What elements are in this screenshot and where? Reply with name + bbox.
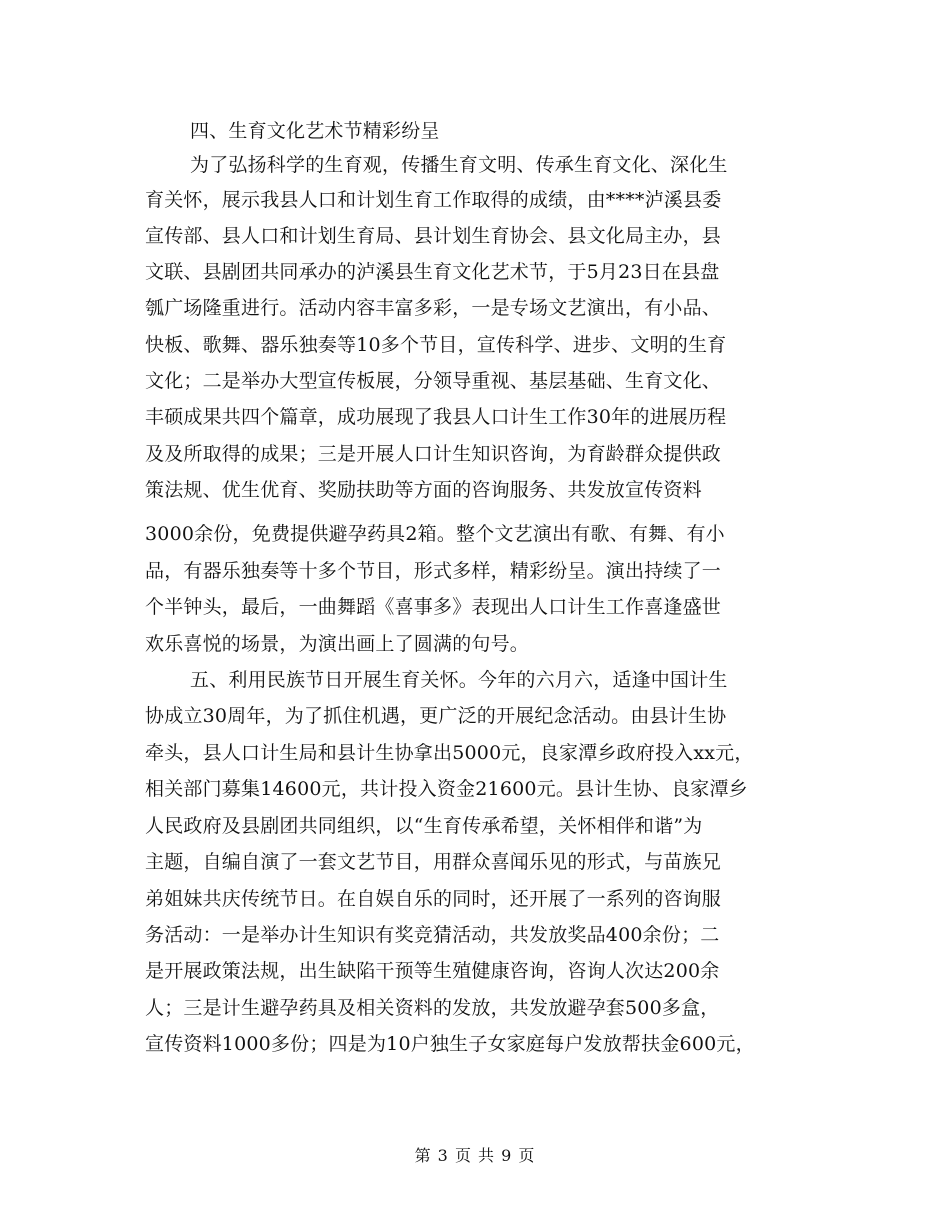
text-line: 弟姐妹共庆传统节日。在自娱自乐的同时，还开展了一系列的咨询服 [145,888,722,910]
text-line: 个半钟头，最后，一曲舞蹈《喜事多》表现出人口计生工作喜逢盛世 [145,596,722,618]
text-line: 及及所取得的成果；三是开展人口计生知识咨询，为育龄群众提供政 [145,443,722,465]
section-heading: 四、生育文化艺术节精彩纷呈 [190,120,440,142]
text-line: 瓠广场隆重进行。活动内容丰富多彩，一是专场文艺演出，有小品、 [145,297,722,319]
text-line: 人民政府及县剧团共同组织，以“生育传承希望，关怀相伴和谐”为 [145,815,703,837]
text-line: 务活动：一是举办计生知识有奖竞猜活动，共发放奖品400余份；二 [145,924,720,946]
text-line: 3000余份，免费提供避孕药具2箱。整个文艺演出有歌、有舞、有小 [145,523,725,545]
page-number: 第 3 页 共 9 页 [414,1146,536,1165]
text-line: 品，有器乐独奏等十多个节目，形式多样，精彩纷呈。演出持续了一 [145,560,722,582]
text-line: 策法规、优生优育、奖励扶助等方面的咨询服务、共发放宣传资料 [145,479,702,501]
text-line: 协成立30周年，为了抓住机遇，更广泛的开展纪念活动。由县计生协 [145,705,727,727]
text-line: 相关部门募集14600元，共计投入资金21600元。县计生协、良家潭乡 [145,778,748,800]
section-heading: 五、利用民族节日开展生育关怀。今年的六月六，适逢中国计生 [190,669,728,691]
text-line: 欢乐喜悦的场景，为演出画上了圆满的句号。 [145,633,530,655]
text-line: 为了弘扬科学的生育观，传播生育文明、传承生育文化、深化生 [190,154,728,176]
text-line: 是开展政策法规，出生缺陷干预等生殖健康咨询，咨询人次达200余 [145,960,720,982]
text-line: 文化；二是举办大型宣传板展，分领导重视、基层基础、生育文化、 [145,370,722,392]
text-line: 快板、歌舞、器乐独奏等10多个节目，宣传科学、进步、文明的生育 [145,334,727,356]
text-line: 主题，自编自演了一套文艺节目，用群众喜闻乐见的形式，与苗族兄 [145,851,722,873]
text-line: 宣传部、县人口和计划生育局、县计划生育协会、县文化局主办，县 [145,225,722,247]
text-line: 丰硕成果共四个篇章，成功展现了我县人口计生工作30年的进展历程 [145,406,727,428]
text-line: 育关怀，展示我县人口和计划生育工作取得的成绩，由****泸溪县委 [145,189,722,211]
text-line: 宣传资料1000多份；四是为10户独生子女家庭每户发放帮扶金600元， [145,1033,755,1055]
text-line: 牵头，县人口计生局和县计生协拿出5000元，良家潭乡政府投入xx元， [145,742,754,764]
text-line: 文联、县剧团共同承办的泸溪县生育文化艺术节，于5月23日在县盘 [145,261,720,283]
text-line: 人；三是计生避孕药具及相关资料的发放，共发放避孕套500多盒， [145,997,720,1019]
